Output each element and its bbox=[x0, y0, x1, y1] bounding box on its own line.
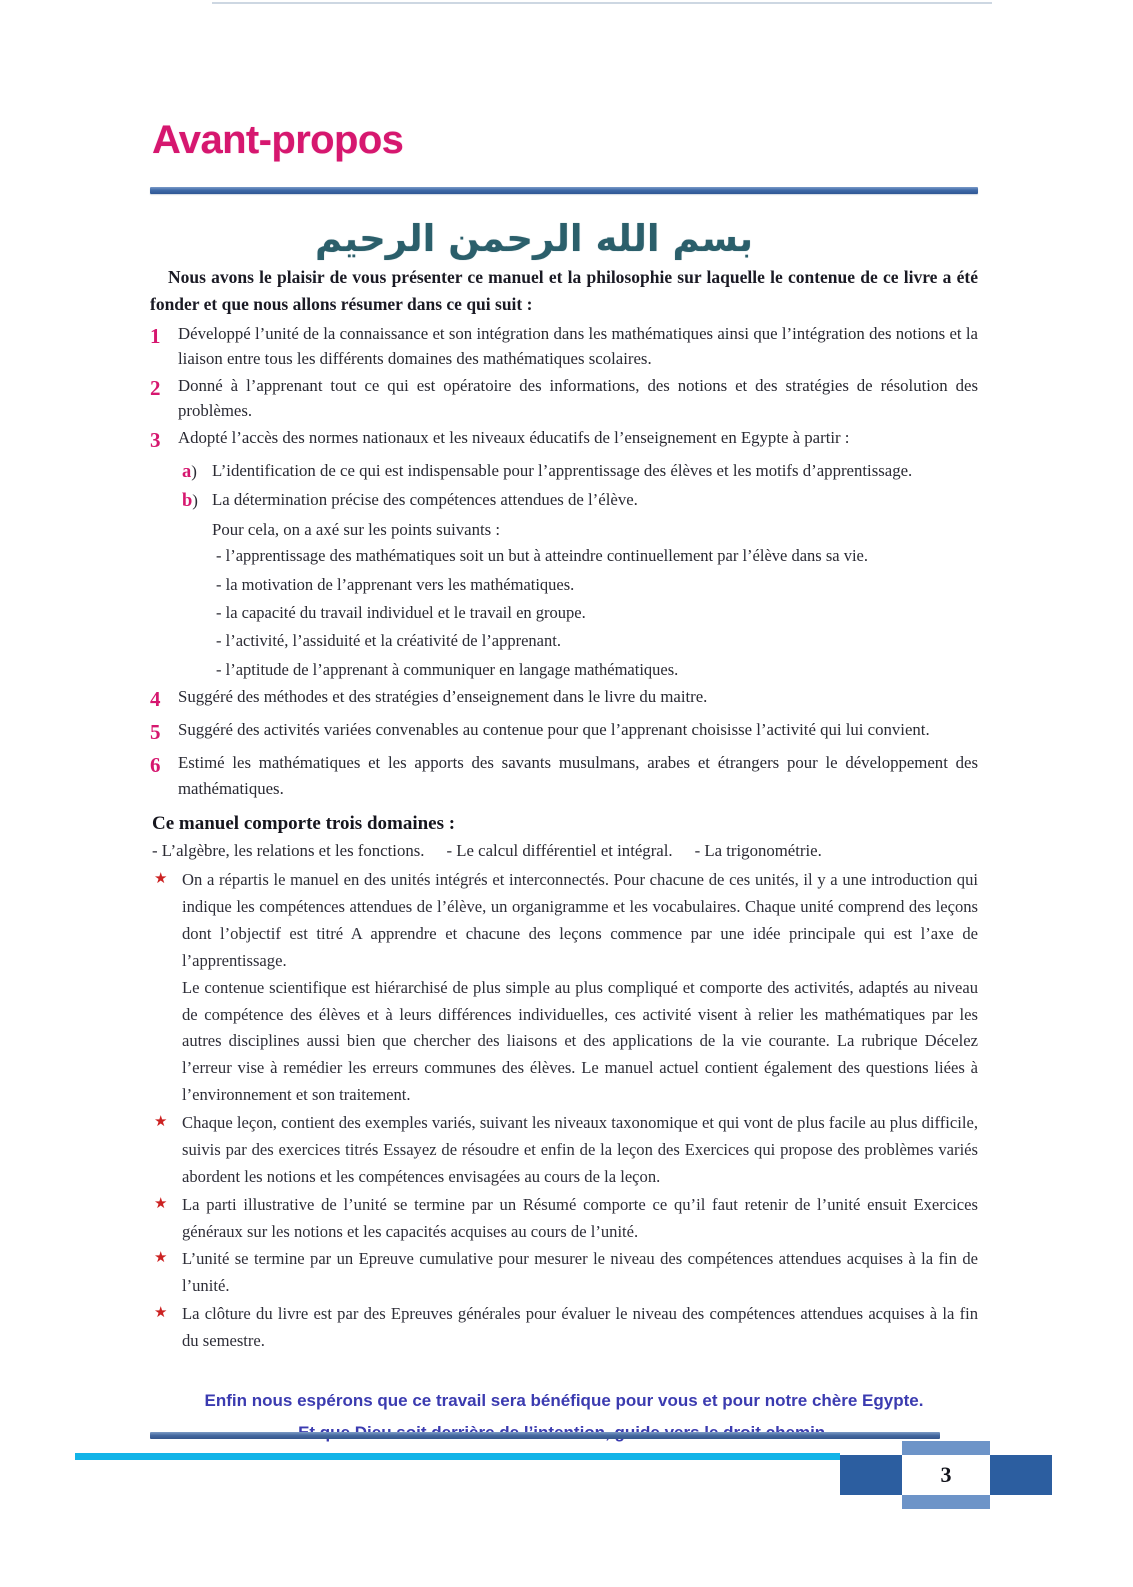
list-marker-6: 6 bbox=[150, 752, 161, 777]
star-5-para-1: La clôture du livre est par des Epreuves générales pour évaluer le niveau des compétences attendues acquises à la fin du semestre. bbox=[182, 1304, 978, 1351]
sub-marker-a bbox=[182, 458, 212, 486]
list-text-1: Développé l’unité de la connaissance et son intégration dans les mathématiques ainsi que l’intégration des notions et la liaison entre tous les différents domaines des mathématiques scolaires. bbox=[178, 323, 978, 369]
list-marker-2: 2 bbox=[150, 375, 161, 400]
list-marker-5: 5 bbox=[150, 720, 161, 745]
page-number-block-right bbox=[990, 1455, 1052, 1495]
list-text-4: Suggéré des méthodes et des stratégies d’enseignement dans le livre du maitre. bbox=[178, 687, 708, 707]
title-divider-rule bbox=[150, 187, 978, 194]
pour-cela-lead: Pour cela, on a axé sur les points suivants : bbox=[212, 519, 501, 539]
sub-letter-b: b bbox=[182, 490, 193, 511]
list-marker-3: 3 bbox=[150, 427, 161, 452]
star-text-5 bbox=[182, 1301, 978, 1355]
star-bullet-item bbox=[150, 1246, 978, 1300]
list-marker-4: 4 bbox=[150, 687, 161, 712]
closing-line-1: Enfin nous espérons que ce travail sera bénéfique pour vous et pour notre chère Egypte. bbox=[204, 1390, 924, 1410]
star-icon: ★ bbox=[154, 1305, 168, 1322]
domain-item-1: - L’algèbre, les relations et les fonctions. bbox=[152, 841, 425, 861]
star-icon: ★ bbox=[154, 871, 168, 888]
sub-item-a bbox=[182, 458, 978, 486]
numbered-item bbox=[150, 684, 978, 716]
page-content bbox=[150, 118, 978, 1450]
dash-item-1: - l’apprentissage des mathématiques soit un but à atteindre continuellement par l’élève dans sa vie. bbox=[216, 546, 868, 566]
intro-paragraph bbox=[150, 264, 978, 318]
closing-message bbox=[150, 1385, 978, 1450]
page-number-block-left bbox=[840, 1455, 902, 1495]
page-number-bar-top bbox=[902, 1441, 990, 1455]
star-1-para-1: On a répartis le manuel en des unités intégrés et interconnectés. Pour chacune de ces unités, il y a une introduction qui indique les compétences attendues de l’élève, un organigramme et les vocabulaires. Chaque unité comprend des leçons dont l’objectif est titré A apprendre et chacune des leçons commence par une idée principale qui est l’axe de l’apprentissage. bbox=[182, 870, 978, 970]
dash-item-4: - l’activité, l’assiduité et la créativité de l’apprenant. bbox=[216, 631, 561, 651]
basmala-text: بسم الله الرحمن الرحيم bbox=[314, 217, 754, 260]
domain-item-2: - Le calcul différentiel et intégral. bbox=[446, 841, 673, 861]
star-bullet-item bbox=[150, 1110, 978, 1191]
sub-marker-b bbox=[182, 487, 212, 515]
list-text-2: Donné à l’apprenant tout ce qui est opératoire des informations, des notions et des stratégies de résolution des problèmes. bbox=[178, 375, 978, 421]
sub-paren-a: ) bbox=[191, 461, 197, 481]
dash-item-5: - l’aptitude de l’apprenant à communiquer en langage mathématiques. bbox=[216, 659, 679, 679]
domain-item-3: - La trigonométrie. bbox=[694, 841, 822, 861]
footer-cyan-line bbox=[75, 1453, 840, 1460]
star-text-3 bbox=[182, 1192, 978, 1246]
star-icon: ★ bbox=[154, 1114, 168, 1131]
star-2-para-1: Chaque leçon, contient des exemples variés, suivant les niveaux taxonomique et qui vont de plus facile au plus difficile, suivis par des exercices titrés Essayez de résoudre et enfin de la leçon des Exercices qui propose des problèmes variés abordent les notions et les compétences envisagées au cours de la leçon. bbox=[182, 1113, 978, 1186]
sub-item-b bbox=[182, 487, 978, 515]
sub-paren-b: ) bbox=[192, 490, 198, 510]
star-bullet-item bbox=[150, 1301, 978, 1355]
list-text-5: Suggéré des activités variées convenables au contenue pour que l’apprenant choisisse l’activité qui lui convient. bbox=[178, 720, 930, 740]
numbered-item bbox=[150, 750, 978, 801]
star-icon: ★ bbox=[154, 1195, 168, 1212]
list-text-3: Adopté l’accès des normes nationaux et les niveaux éducatifs de l’enseignement en Egypte à partir : bbox=[178, 427, 850, 447]
star-text-1 bbox=[182, 867, 978, 1109]
sub-text-b: La détermination précise des compétences attendues de l’élève. bbox=[212, 489, 638, 509]
top-scan-line bbox=[212, 2, 992, 4]
dash-item-3: - la capacité du travail individuel et le travail en groupe. bbox=[216, 603, 586, 623]
star-3-para-1: La parti illustrative de l’unité se termine par un Résumé comporte ce qu’il faut retenir de l’unité ensuit Exercices généraux sur les notions et les capacités acquises au cours de l’unité. bbox=[182, 1194, 978, 1241]
list-marker-1: 1 bbox=[150, 323, 161, 348]
list-text-6: Estimé les mathématiques et les apports des savants musulmans, arabes et étrangers pour le développement des mathématiques. bbox=[178, 752, 978, 798]
sub-text-a: L’identification de ce qui est indispensable pour l’apprentissage des élèves et les motifs d’apprentissage. bbox=[212, 460, 913, 480]
domains-list bbox=[152, 838, 978, 863]
intro-line-1: Nous avons le plaisir de vous présenter ce manuel et la philosophie sur laquelle le contenue de ce bbox=[168, 267, 899, 288]
intro-line-2: livre a été fonder et que nous allons résumer dans ce qui suit : bbox=[150, 267, 979, 315]
numbered-item bbox=[150, 373, 978, 424]
star-1-para-2: Le contenue scientifique est hiérarchisé de plus simple au plus compliqué et comporte des activités, adaptés au niveau de compétence des élèves et à leurs différences individuelles, ces activité visent à relier les mathématiques par les autres disciplines aussi bien que chercher des liaisons et des applications de la vie courante. La rubrique Décelez l’erreur vise à remédier les erreurs communes des élèves. Le manuel actuel contient également des questions liées à l’environnement et son traitement. bbox=[182, 977, 978, 1105]
footer-divider-rule bbox=[150, 1432, 940, 1439]
numbered-item bbox=[150, 717, 978, 749]
numbered-item bbox=[150, 321, 978, 372]
numbered-item bbox=[150, 425, 978, 457]
star-text-4 bbox=[182, 1246, 978, 1300]
star-bullet-item bbox=[150, 1192, 978, 1246]
page-title: Avant-propos bbox=[152, 118, 404, 162]
dash-item-2: - la motivation de l’apprenant vers les mathématiques. bbox=[216, 574, 575, 594]
star-icon: ★ bbox=[154, 1250, 168, 1267]
domains-heading: Ce manuel comporte trois domaines : bbox=[152, 813, 456, 835]
star-bullet-item bbox=[150, 867, 978, 1109]
page-number-bar-bottom bbox=[902, 1495, 990, 1509]
page-number: 3 bbox=[902, 1455, 990, 1495]
star-text-2 bbox=[182, 1110, 978, 1191]
sub-letter-a: a bbox=[182, 461, 192, 482]
star-4-para-1: L’unité se termine par un Epreuve cumulative pour mesurer le niveau des compétences attendues acquises à la fin de l’unité. bbox=[182, 1249, 978, 1296]
